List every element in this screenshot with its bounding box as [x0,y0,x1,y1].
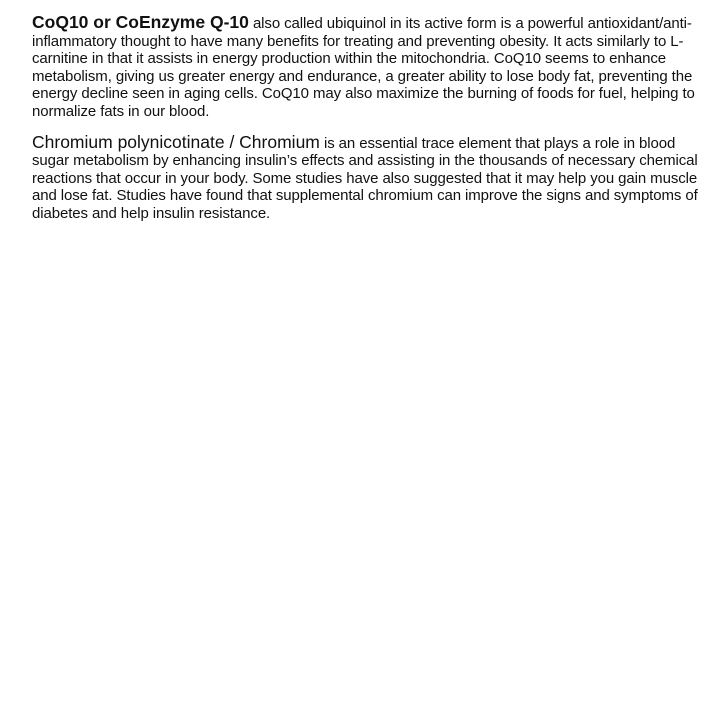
coq10-term: CoQ10 or CoEnzyme Q-10 [32,12,249,32]
chromium-paragraph [32,131,704,223]
chromium-term: Chromium polynicotinate / Chromium [32,131,320,152]
coq10-paragraph [32,14,704,121]
chromium-description: is an essential trace element that plays a role in blood sugar metabolism by enhancing insulin’s effects and assisting in the thousands of necessary chemical reactions that occur in your body. Some studies have also suggested that it may help you gain muscle and lose fat. Studies have found that supplemental chromium can improve the signs and symptoms of diabetes and help insulin resistance. [32,134,698,222]
document-page [32,14,704,236]
coq10-description: also called ubiquinol in its active form is a powerful antioxidant/anti-inflammatory thought to have many benefits for treating and preventing obesity. It acts similarly to L-carnitine in that it assists in energy production within the mitochondria. CoQ10 seems to enhance metabolism, giving us greater energy and endurance, a greater ability to lose body fat, preventing the energy decline seen in aging cells. CoQ10 may also maximize the burning of foods for fuel, helping to normalize fats in our blood. [32,15,695,120]
